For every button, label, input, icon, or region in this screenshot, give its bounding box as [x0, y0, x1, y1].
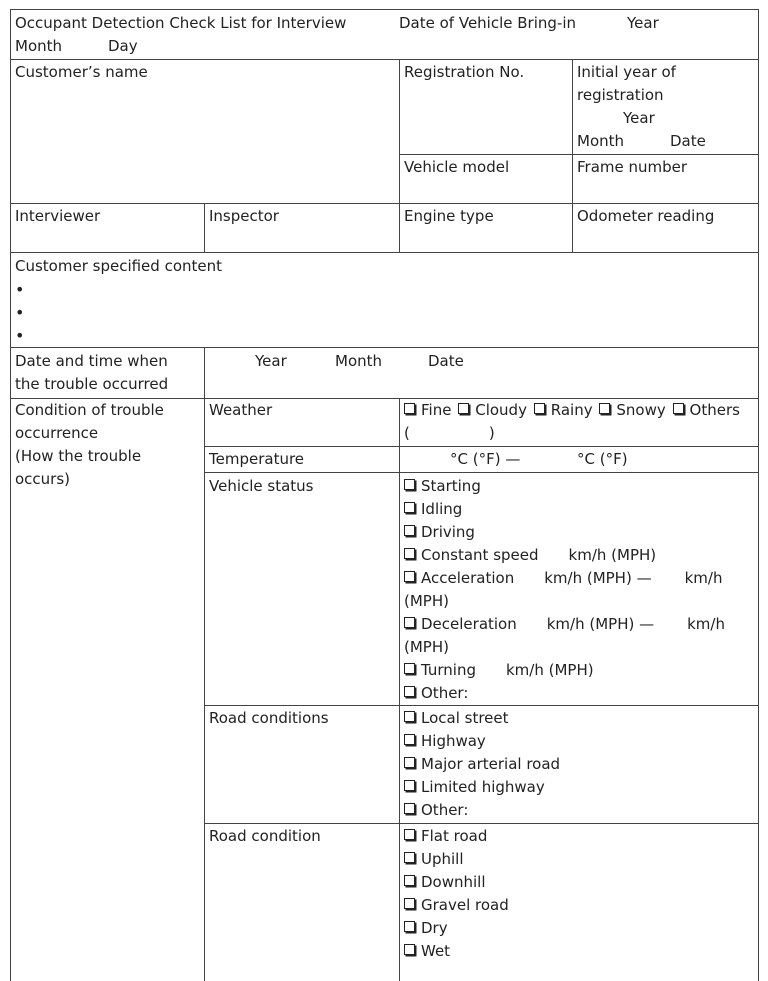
rule — [10, 203, 759, 204]
weather-label: Weather — [209, 401, 273, 419]
road-conditions-label: Road conditions — [209, 709, 329, 727]
customer-name-label: Customer’s name — [15, 63, 148, 81]
form-title: Occupant Detection Check List for Interview — [15, 14, 347, 32]
vehicle-model-label: Vehicle model — [404, 158, 510, 176]
road-conditions-list — [404, 707, 560, 822]
rule — [204, 446, 759, 447]
rule — [10, 347, 759, 348]
bringin-month: Month — [15, 37, 63, 55]
list-item: Acceleration km/h (MPH) — km/h — [404, 567, 725, 590]
list-item: Turning km/h (MPH) — [404, 659, 725, 682]
paren-open: ( — [404, 424, 410, 442]
weather-options — [404, 399, 740, 422]
bringin-year: Year — [627, 14, 659, 32]
checkbox[interactable] — [404, 502, 415, 513]
rule — [399, 154, 759, 155]
checkbox[interactable] — [404, 663, 415, 674]
list-item: Downhill — [404, 871, 509, 894]
bringin-day: Day — [108, 37, 138, 55]
checkbox[interactable] — [404, 757, 415, 768]
road-condition-label: Road condition — [209, 827, 321, 845]
rule — [10, 252, 759, 253]
rule — [204, 823, 759, 824]
rule — [204, 203, 205, 252]
registration-no-label: Registration No. — [404, 63, 525, 81]
condition-label-3: (How the trouble — [15, 447, 142, 465]
checklist-form — [10, 9, 759, 981]
rule — [204, 705, 759, 706]
list-item: Flat road — [404, 825, 509, 848]
option-rainy: Rainy — [550, 401, 593, 419]
rule — [204, 472, 759, 473]
checkbox[interactable] — [404, 479, 415, 490]
temperature-unit-a: °C (°F) — — [450, 450, 521, 468]
checkbox[interactable] — [404, 852, 415, 863]
checkbox[interactable] — [404, 711, 415, 722]
checkbox[interactable] — [404, 571, 415, 582]
checkbox[interactable] — [404, 803, 415, 814]
rule — [399, 398, 400, 981]
list-item: Other: — [404, 682, 725, 705]
vehicle-status-label: Vehicle status — [209, 477, 314, 495]
odometer-label: Odometer reading — [577, 207, 715, 225]
rule — [399, 59, 400, 252]
list-item: Wet — [404, 940, 509, 963]
list-item: Highway — [404, 730, 560, 753]
temperature-unit-b: °C (°F) — [577, 450, 628, 468]
checkbox-fine[interactable] — [404, 403, 415, 414]
condition-label-4: occurs) — [15, 470, 71, 488]
list-item: Dry — [404, 917, 509, 940]
trouble-date: Date — [428, 352, 464, 370]
checkbox[interactable] — [404, 780, 415, 791]
option-snowy: Snowy — [616, 401, 666, 419]
list-item-wrap: (MPH) — [404, 638, 449, 656]
list-item: Driving — [404, 521, 725, 544]
inspector-label: Inspector — [209, 207, 279, 225]
bullet: • — [15, 303, 25, 322]
list-item: Local street — [404, 707, 560, 730]
checkbox[interactable] — [404, 548, 415, 559]
temperature-label: Temperature — [209, 450, 305, 468]
rule — [10, 9, 759, 10]
list-item: Deceleration km/h (MPH) — km/h — [404, 613, 725, 636]
list-item: Other: — [404, 799, 560, 822]
checkbox[interactable] — [404, 898, 415, 909]
checkbox[interactable] — [404, 829, 415, 840]
checkbox-snowy[interactable] — [599, 403, 610, 414]
road-condition-list — [404, 825, 509, 963]
initial-year-date: Date — [670, 132, 706, 150]
bullet: • — [15, 326, 25, 345]
customer-content-text: Customer specified content — [15, 257, 223, 275]
initial-year-year: Year — [623, 109, 655, 127]
list-item: Uphill — [404, 848, 509, 871]
checkbox-others[interactable] — [673, 403, 684, 414]
weather-others-field — [404, 422, 495, 445]
list-item: Limited highway — [404, 776, 560, 799]
checkbox[interactable] — [404, 617, 415, 628]
checkbox[interactable] — [404, 734, 415, 745]
trouble-year: Year — [255, 352, 287, 370]
rule — [10, 59, 759, 60]
list-item: Idling — [404, 498, 725, 521]
bringin-label: Date of Vehicle Bring-in — [399, 14, 576, 32]
trouble-date-label: Date and time when — [15, 352, 168, 370]
customer-content-label — [15, 255, 222, 347]
option-cloudy: Cloudy — [475, 401, 527, 419]
rule — [10, 9, 11, 981]
frame-number-label: Frame number — [577, 158, 688, 176]
rule — [572, 59, 573, 252]
list-item: Starting — [404, 475, 725, 498]
option-others: Others — [689, 401, 740, 419]
checkbox[interactable] — [404, 686, 415, 697]
bullet: • — [15, 280, 25, 299]
rule — [204, 347, 205, 981]
list-item: Gravel road — [404, 894, 509, 917]
vehicle-status-list — [404, 475, 725, 705]
trouble-month: Month — [335, 352, 383, 370]
interviewer-label: Interviewer — [15, 207, 101, 225]
initial-year-label: Initial year of — [577, 63, 676, 81]
checkbox[interactable] — [404, 921, 415, 932]
paren-close: ) — [488, 424, 495, 442]
initial-year-month: Month — [577, 132, 625, 150]
checkbox-cloudy[interactable] — [458, 403, 469, 414]
list-item: Major arterial road — [404, 753, 560, 776]
rule — [758, 9, 759, 981]
initial-year-label-2: registration — [577, 86, 664, 104]
condition-label: Condition of trouble — [15, 401, 164, 419]
list-item: Constant speed km/h (MPH) — [404, 544, 725, 567]
option-fine: Fine — [421, 401, 452, 419]
checkbox[interactable] — [404, 525, 415, 536]
condition-label-2: occurrence — [15, 424, 99, 442]
checkbox-rainy[interactable] — [534, 403, 545, 414]
engine-type-label: Engine type — [404, 207, 494, 225]
checkbox[interactable] — [404, 944, 415, 955]
trouble-date-label-2: the trouble occurred — [15, 375, 169, 393]
checkbox[interactable] — [404, 875, 415, 886]
list-item-wrap: (MPH) — [404, 592, 449, 610]
